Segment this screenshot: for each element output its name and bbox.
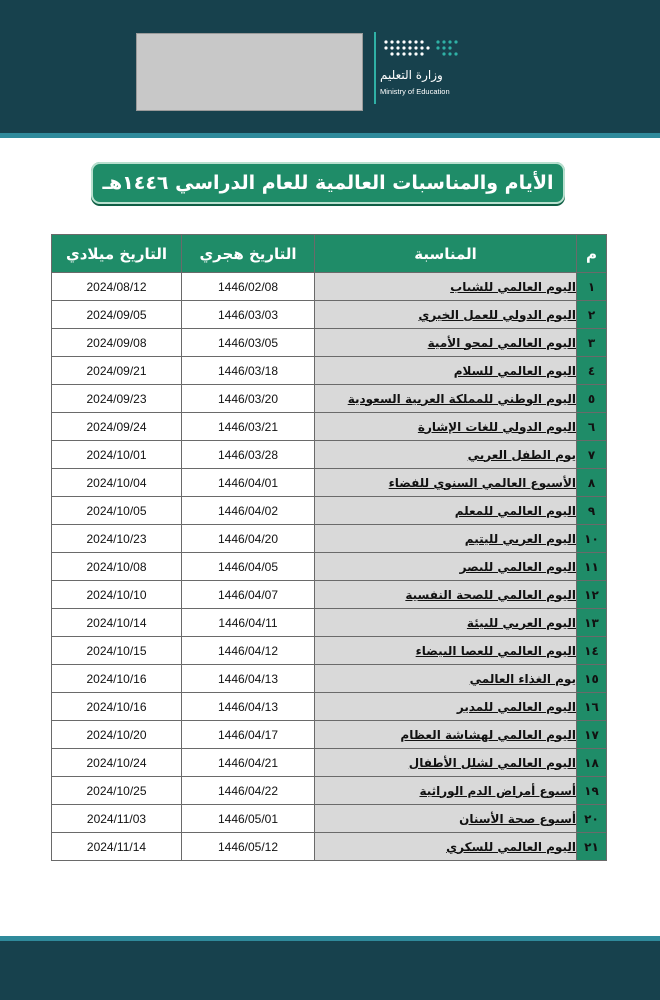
gregorian-date: 2024/09/05 (52, 301, 182, 329)
gregorian-date: 2024/09/21 (52, 357, 182, 385)
row-number: ١٢ (577, 581, 607, 609)
hijri-date: 1446/04/13 (182, 693, 315, 721)
table-row (52, 833, 607, 861)
occasion-name: اليوم العالمي لشلل الأطفال (315, 749, 577, 777)
hijri-date: 1446/03/28 (182, 441, 315, 469)
occasion-name: اليوم العالمي للمعلم (315, 497, 577, 525)
table-row (52, 637, 607, 665)
occasion-name: اليوم العالمي للصحة النفسية (315, 581, 577, 609)
occasion-name: اليوم العالمي لمحو الأمية (315, 329, 577, 357)
table-row (52, 693, 607, 721)
hijri-date: 1446/04/17 (182, 721, 315, 749)
occasion-name: أسبوع أمراض الدم الوراثية (315, 777, 577, 805)
row-number: ١٩ (577, 777, 607, 805)
hijri-date: 1446/04/12 (182, 637, 315, 665)
occasion-name: اليوم العالمي للشباب (315, 273, 577, 301)
row-number: ٢ (577, 301, 607, 329)
row-number: ١٨ (577, 749, 607, 777)
occasion-name: الأسبوع العالمي السنوي للفضاء (315, 469, 577, 497)
row-number: ١٥ (577, 665, 607, 693)
occasion-name: يوم الطفل العربي (315, 441, 577, 469)
gregorian-date: 2024/10/05 (52, 497, 182, 525)
table-row (52, 301, 607, 329)
ministry-logo (366, 32, 476, 108)
gregorian-date: 2024/11/14 (52, 833, 182, 861)
table-row (52, 525, 607, 553)
gregorian-date: 2024/08/12 (52, 273, 182, 301)
hijri-date: 1446/03/05 (182, 329, 315, 357)
occasion-name: اليوم العربي للبيئة (315, 609, 577, 637)
gregorian-date: 2024/11/03 (52, 805, 182, 833)
ministry-name-en: Ministry of Education (380, 87, 450, 96)
row-number: ١٦ (577, 693, 607, 721)
table-row (52, 497, 607, 525)
table-row (52, 385, 607, 413)
header-stripe (0, 133, 660, 138)
gregorian-date: 2024/10/15 (52, 637, 182, 665)
footer-band (0, 941, 660, 1000)
occasion-name: اليوم العالمي للبصر (315, 553, 577, 581)
row-number: ٥ (577, 385, 607, 413)
occasion-name: اليوم العربي لليتيم (315, 525, 577, 553)
occasion-name: اليوم الدولي للعمل الخيري (315, 301, 577, 329)
row-number: ١١ (577, 553, 607, 581)
hijri-date: 1446/04/22 (182, 777, 315, 805)
table-row (52, 329, 607, 357)
table-row (52, 553, 607, 581)
gregorian-date: 2024/10/08 (52, 553, 182, 581)
table-row (52, 721, 607, 749)
table-row (52, 273, 607, 301)
row-number: ٧ (577, 441, 607, 469)
hijri-date: 1446/04/01 (182, 469, 315, 497)
gregorian-date: 2024/10/14 (52, 609, 182, 637)
hijri-date: 1446/05/01 (182, 805, 315, 833)
occasion-name: يوم الغذاء العالمي (315, 665, 577, 693)
logo-divider (374, 32, 376, 104)
table-row (52, 581, 607, 609)
hijri-date: 1446/04/07 (182, 581, 315, 609)
table-row (52, 357, 607, 385)
occasion-name: اليوم العالمي لهشاشة العظام (315, 721, 577, 749)
occasion-name: أسبوع صحة الأسنان (315, 805, 577, 833)
dots-icon (382, 38, 462, 60)
page-title: الأيام والمناسبات العالمية للعام الدراسي ١٤٤٦هـ (102, 172, 554, 194)
hijri-date: 1446/04/13 (182, 665, 315, 693)
table-row (52, 441, 607, 469)
gregorian-date: 2024/10/01 (52, 441, 182, 469)
header-hijri: التاريخ هجري (182, 235, 315, 273)
row-number: ٦ (577, 413, 607, 441)
hijri-date: 1446/03/20 (182, 385, 315, 413)
gregorian-date: 2024/10/04 (52, 469, 182, 497)
hijri-date: 1446/04/21 (182, 749, 315, 777)
occasion-name: اليوم الدولي للغات الإشارة (315, 413, 577, 441)
gregorian-date: 2024/10/24 (52, 749, 182, 777)
hijri-date: 1446/05/12 (182, 833, 315, 861)
hijri-date: 1446/04/11 (182, 609, 315, 637)
gregorian-date: 2024/10/16 (52, 665, 182, 693)
gregorian-date: 2024/10/20 (52, 721, 182, 749)
occasion-name: اليوم العالمي للسكري (315, 833, 577, 861)
events-table (51, 234, 607, 861)
table-header-row (52, 235, 607, 273)
gregorian-date: 2024/10/10 (52, 581, 182, 609)
gregorian-date: 2024/10/25 (52, 777, 182, 805)
occasion-name: اليوم العالمي للمدير (315, 693, 577, 721)
header-num: م (577, 235, 607, 273)
row-number: ٢١ (577, 833, 607, 861)
occasion-name: اليوم الوطني للمملكة العربية السعودية (315, 385, 577, 413)
row-number: ٣ (577, 329, 607, 357)
hijri-date: 1446/03/03 (182, 301, 315, 329)
hijri-date: 1446/04/20 (182, 525, 315, 553)
hijri-date: 1446/04/02 (182, 497, 315, 525)
title-banner (91, 162, 565, 204)
gregorian-date: 2024/09/24 (52, 413, 182, 441)
header-occasion: المناسبة (315, 235, 577, 273)
row-number: ١ (577, 273, 607, 301)
gregorian-date: 2024/09/23 (52, 385, 182, 413)
header-gregorian: التاريخ ميلادي (52, 235, 182, 273)
table-row (52, 805, 607, 833)
hijri-date: 1446/02/08 (182, 273, 315, 301)
row-number: ١٣ (577, 609, 607, 637)
row-number: ١٠ (577, 525, 607, 553)
hijri-date: 1446/03/21 (182, 413, 315, 441)
row-number: ٢٠ (577, 805, 607, 833)
gregorian-date: 2024/10/16 (52, 693, 182, 721)
occasion-name: اليوم العالمي للسلام (315, 357, 577, 385)
gregorian-date: 2024/09/08 (52, 329, 182, 357)
row-number: ٩ (577, 497, 607, 525)
hijri-date: 1446/04/05 (182, 553, 315, 581)
table-row (52, 665, 607, 693)
gregorian-date: 2024/10/23 (52, 525, 182, 553)
table-row (52, 749, 607, 777)
table-row (52, 413, 607, 441)
row-number: ١٧ (577, 721, 607, 749)
table-row (52, 469, 607, 497)
logo-placeholder (136, 33, 363, 111)
table-row (52, 777, 607, 805)
table-row (52, 609, 607, 637)
occasion-name: اليوم العالمي للعصا البيضاء (315, 637, 577, 665)
row-number: ٤ (577, 357, 607, 385)
row-number: ٨ (577, 469, 607, 497)
row-number: ١٤ (577, 637, 607, 665)
hijri-date: 1446/03/18 (182, 357, 315, 385)
ministry-name-ar: وزارة التعليم (380, 68, 443, 82)
